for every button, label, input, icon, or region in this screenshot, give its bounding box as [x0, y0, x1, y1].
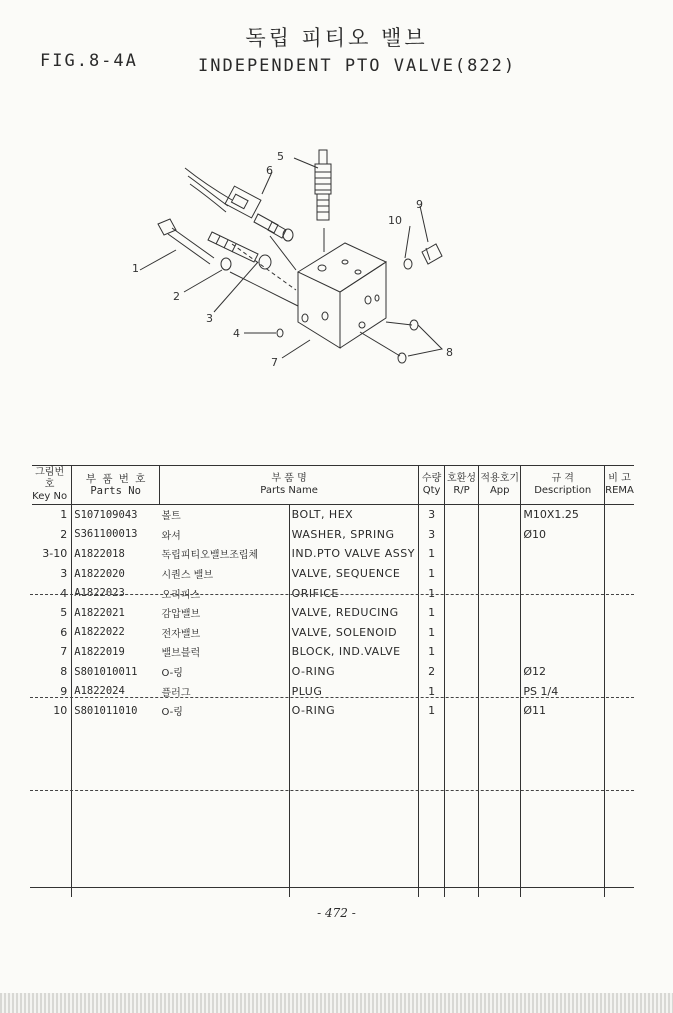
remarks-cell	[605, 525, 635, 545]
key-no-cell: 4	[60, 586, 68, 600]
app-cell	[479, 564, 521, 584]
description-cell: PS 1/4	[521, 681, 605, 701]
remarks-cell	[605, 701, 635, 721]
parts-name-en-cell: VALVE, REDUCING	[289, 603, 419, 623]
key-no-cell: 5	[60, 606, 68, 620]
callout-3: 3	[206, 312, 213, 325]
description-cell	[521, 642, 605, 662]
parts-name-en-cell: IND.PTO VALVE ASSY	[289, 544, 419, 564]
reducing-valve-part	[315, 150, 331, 220]
parts-name-en-cell: O-RING	[289, 701, 419, 721]
description-cell: Ø10	[521, 525, 605, 545]
remarks-cell	[605, 603, 635, 623]
empty-table-row	[32, 799, 634, 819]
parts-name-en-cell: VALVE, SOLENOID	[289, 623, 419, 643]
remarks-cell	[605, 623, 635, 643]
description-cell: M10X1.25	[521, 505, 605, 525]
parts-name-kr-cell: 오리피스	[161, 589, 201, 601]
parts-name-kr-cell: O-링	[161, 707, 183, 719]
page-number: - 472 -	[317, 906, 356, 920]
hex-bolt-part	[158, 219, 214, 264]
table-row	[32, 564, 634, 584]
parts-no-cell: A1822019	[72, 642, 160, 662]
qty-cell: 1	[419, 603, 445, 623]
key-no-cell: 9	[60, 684, 68, 698]
description-cell	[521, 623, 605, 643]
qty-cell: 1	[419, 583, 445, 603]
qty-cell: 3	[419, 505, 445, 525]
description-cell: Ø12	[521, 662, 605, 682]
parts-name-en-cell: WASHER, SPRING	[289, 525, 419, 545]
parts-name-en-cell: VALVE, SEQUENCE	[289, 564, 419, 584]
solenoid-wire	[185, 168, 232, 200]
scan-border	[0, 993, 673, 1013]
app-cell	[479, 544, 521, 564]
parts-no-cell: S361100013	[72, 525, 160, 545]
remarks-cell	[605, 544, 635, 564]
key-no-cell: 8	[60, 665, 68, 679]
section-divider	[30, 790, 634, 791]
empty-table-row	[32, 819, 634, 839]
description-cell: Ø11	[521, 701, 605, 721]
rp-cell	[444, 623, 478, 643]
qty-cell: 1	[419, 681, 445, 701]
parts-no-cell: A1822022	[72, 623, 160, 643]
remarks-cell	[605, 564, 635, 584]
key-no-cell: 3	[60, 567, 68, 581]
key-no-cell: 10	[53, 704, 68, 718]
section-divider	[30, 594, 634, 595]
callout-6: 6	[266, 164, 273, 177]
table-row	[32, 544, 634, 564]
description-cell	[521, 564, 605, 584]
rp-cell	[444, 701, 478, 721]
table-row	[32, 642, 634, 662]
qty-cell: 1	[419, 642, 445, 662]
plug-part	[422, 244, 442, 264]
table-row	[32, 603, 634, 623]
app-cell	[479, 505, 521, 525]
o-ring-part	[398, 353, 406, 363]
table-row	[32, 662, 634, 682]
header-parts-name: 부 품 명 Parts Name	[160, 466, 419, 505]
rp-cell	[444, 564, 478, 584]
table-row	[32, 505, 634, 525]
empty-table-row	[32, 858, 634, 878]
parts-no-cell: A1822023	[72, 583, 160, 603]
empty-table-row	[32, 760, 634, 780]
parts-name-kr-cell: 시퀀스 밸브	[161, 570, 213, 582]
app-cell	[479, 623, 521, 643]
callout-5: 5	[277, 150, 284, 163]
qty-cell: 1	[419, 564, 445, 584]
callout-4: 4	[233, 327, 240, 340]
callout-10: 10	[388, 214, 402, 227]
description-cell	[521, 603, 605, 623]
app-cell	[479, 642, 521, 662]
key-no-cell: 7	[60, 645, 68, 659]
remarks-cell	[605, 642, 635, 662]
key-no-cell: 1	[60, 508, 68, 522]
qty-cell: 2	[419, 662, 445, 682]
remarks-cell	[605, 505, 635, 525]
header-qty: 수량 Qty	[419, 466, 445, 505]
header-parts-no: 부 품 번 호 Parts No	[72, 466, 160, 505]
parts-name-kr-cell: 독립피티오밸브조립체	[161, 550, 259, 562]
rp-cell	[444, 603, 478, 623]
page-title-english: INDEPENDENT PTO VALVE(822)	[198, 56, 517, 76]
parts-list-table	[32, 465, 634, 897]
table-row	[32, 623, 634, 643]
callout-2: 2	[173, 290, 180, 303]
rp-cell	[444, 544, 478, 564]
app-cell	[479, 603, 521, 623]
solenoid-valve-part	[225, 186, 293, 241]
parts-name-kr-cell: O-링	[161, 668, 183, 680]
table-header-row	[32, 466, 634, 505]
valve-block-part	[298, 243, 386, 348]
empty-table-row	[32, 721, 634, 741]
parts-name-en-cell: BLOCK, IND.VALVE	[289, 642, 419, 662]
exploded-parts-diagram	[0, 0, 673, 460]
app-cell	[479, 701, 521, 721]
parts-no-cell: A1822024	[72, 681, 160, 701]
parts-name-en-cell: ORIFICE	[289, 583, 419, 603]
page-title-korean: 독립 피티오 밸브	[245, 26, 428, 50]
callout-1: 1	[132, 262, 139, 275]
table-row	[32, 701, 634, 721]
app-cell	[479, 525, 521, 545]
figure-number: FIG.8-4A	[40, 51, 138, 71]
parts-no-cell: A1822020	[72, 564, 160, 584]
header-app: 적용호기 App	[479, 466, 521, 505]
parts-name-en-cell: BOLT, HEX	[289, 505, 419, 525]
callout-7: 7	[271, 356, 278, 369]
header-remarks: 비 고 REMA	[605, 466, 635, 505]
empty-table-row	[32, 740, 634, 760]
spring-washer-part	[221, 258, 231, 270]
parts-no-cell: S107109043	[72, 505, 160, 525]
app-cell	[479, 662, 521, 682]
description-cell	[521, 544, 605, 564]
header-key-no: 그림번호 Key No	[32, 466, 72, 505]
remarks-cell	[605, 662, 635, 682]
rp-cell	[444, 642, 478, 662]
parts-name-kr-cell: 와셔	[161, 530, 181, 542]
parts-name-kr-cell: 밸브블럭	[161, 648, 201, 660]
parts-name-en-cell: PLUG	[289, 681, 419, 701]
key-no-cell: 3-10	[42, 547, 68, 561]
header-description: 규 격 Description	[521, 466, 605, 505]
callout-8: 8	[446, 346, 453, 359]
table-bottom-rule	[30, 887, 634, 888]
orifice-part	[277, 329, 283, 337]
o-ring-small-part	[404, 259, 412, 269]
parts-name-kr-cell: 플러그	[161, 687, 191, 699]
rp-cell	[444, 505, 478, 525]
rp-cell	[444, 525, 478, 545]
table-row	[32, 525, 634, 545]
rp-cell	[444, 662, 478, 682]
key-no-cell: 6	[60, 625, 68, 639]
parts-name-en-cell: O-RING	[289, 662, 419, 682]
header-rp: 호환성 R/P	[444, 466, 478, 505]
section-divider	[30, 697, 634, 698]
parts-no-cell: A1822018	[72, 544, 160, 564]
parts-no-cell: S801010011	[72, 662, 160, 682]
callout-9: 9	[416, 198, 423, 211]
parts-name-kr-cell: 감압밸브	[161, 609, 201, 621]
parts-no-cell: A1822021	[72, 603, 160, 623]
parts-name-kr-cell: 전자밸브	[161, 628, 201, 640]
empty-table-row	[32, 838, 634, 858]
qty-cell: 1	[419, 701, 445, 721]
qty-cell: 1	[419, 623, 445, 643]
parts-no-cell: S801011010	[72, 701, 160, 721]
key-no-cell: 2	[60, 527, 68, 541]
sequence-valve-part	[208, 232, 271, 269]
qty-cell: 1	[419, 544, 445, 564]
callout-labels	[132, 150, 453, 369]
qty-cell: 3	[419, 525, 445, 545]
parts-name-kr-cell: 볼트	[161, 511, 181, 523]
